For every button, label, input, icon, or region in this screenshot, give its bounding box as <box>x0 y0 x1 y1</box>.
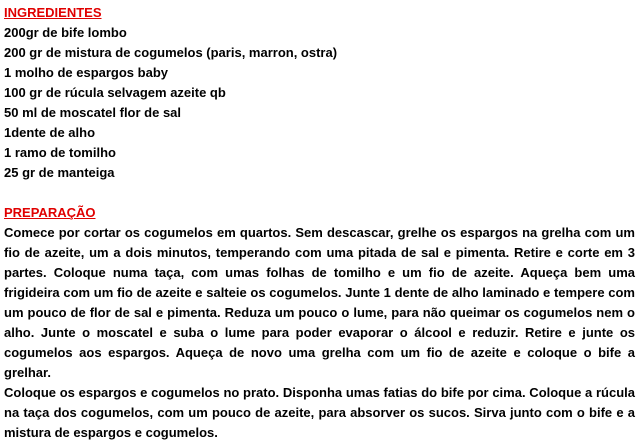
ingredient-item: 1 ramo de tomilho <box>4 145 116 160</box>
section-spacer <box>4 183 635 203</box>
ingredient-item: 1 molho de espargos baby <box>4 65 168 80</box>
ingredient-item: 100 gr de rúcula selvagem azeite qb <box>4 85 226 100</box>
ingredient-item: 50 ml de moscatel flor de sal <box>4 105 182 120</box>
preparation-paragraph: Comece por cortar os cogumelos em quartos. Sem descascar, grelhe os espargos na grelha com um fio de azeite, um a dois minutos, temperando com uma pitada de sal e pimenta. Retire e corte em 3 partes. Coloque numa taça, com umas folhas de tomilho e um fio de azeite. Aqueça bem uma frigideira com um fio de azeite e salteie os cogumelos. Junte 1 dente de alho laminado e tempere com um pouco de flor de sal e pimenta. Reduza um pouco o lume, para não queimar os cogumelos nem o alho. Junte o moscatel e suba o lume para poder evaporar o álcool e reduzir. Retire e junte os cogumelos aos espargos. Aqueça de novo uma grelha com um fio de azeite e coloque o bife a grelhar. <box>4 225 635 380</box>
preparation-heading: PREPARAÇÃO <box>4 205 96 220</box>
ingredient-item: 200gr de bife lombo <box>4 25 127 40</box>
ingredient-item: 200 gr de mistura de cogumelos (paris, marron, ostra) <box>4 45 338 60</box>
ingredient-item: 1dente de alho <box>4 125 96 140</box>
ingredients-list <box>4 23 635 183</box>
ingredients-heading: INGREDIENTES <box>4 5 102 20</box>
ingredient-item: 25 gr de manteiga <box>4 165 115 180</box>
preparation-paragraph: Coloque os espargos e cogumelos no prato. Disponha umas fatias do bife por cima. Coloque a rúcula na taça dos cogumelos, com um pouco de azeite, para absorver os sucos. Sirva junto com o bife e a mistura de espargos e cogumelos. <box>4 385 635 440</box>
